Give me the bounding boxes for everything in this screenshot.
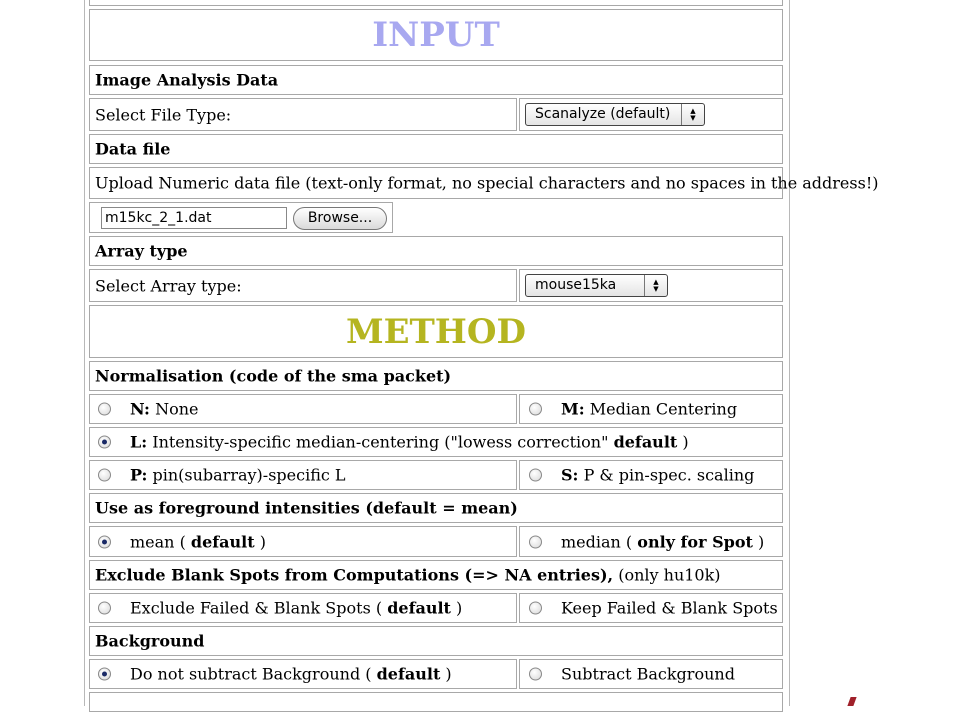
foreground-header-row [89,493,783,523]
exclude-header-bold: Exclude Blank Spots from Computations (=> NA entries), [95,565,614,585]
bg-opt1-label [130,665,452,684]
norm-s-radio[interactable] [529,469,542,482]
file-input-cell [89,202,393,233]
file-path-input[interactable] [101,207,287,229]
norm-n-cell [89,394,517,424]
norm-p-cell [89,460,517,490]
norm-m-key: M: [561,399,585,419]
exclude-header-note: (only hu10k) [618,565,721,585]
bottom-partial-row [89,692,783,712]
norm-s-text: P & pin-spec. scaling [583,465,755,485]
norm-p-key: P: [130,465,148,485]
array-type-header: Array type [95,241,188,261]
input-title-row [89,9,783,61]
bg-opt1-radio[interactable] [98,668,111,681]
fg-mean-cell [89,526,517,557]
norm-n-key: N: [130,399,150,419]
exclude-opt1-radio[interactable] [98,602,111,615]
browse-button[interactable]: Browse... [293,207,387,230]
norm-s-label [561,466,754,485]
array-type-value: mouse15ka [535,277,617,293]
bg-opt1-text-b: ) [445,664,452,684]
array-type-select[interactable] [525,274,668,297]
background-header: Background [95,631,205,651]
norm-l-text-a: Intensity-specific median-centering ("lowess correction" [152,432,609,452]
norm-n-radio[interactable] [98,403,111,416]
image-analysis-header-row [89,65,783,95]
background-header-row [89,626,783,656]
select-arrows-icon: ▲ ▼ [681,104,704,125]
norm-l-row [89,427,783,457]
array-type-label-cell [89,269,517,302]
file-type-label-cell [89,98,517,131]
bg-opt2-radio[interactable] [529,668,542,681]
norm-s-key: S: [561,465,579,485]
fg-mean-text-b: ) [259,532,266,551]
foreground-header: Use as foreground intensities (default = mean) [95,498,518,518]
norm-p-radio[interactable] [98,469,111,482]
exclude-opt1-default: default [387,598,451,618]
select-arrows-icon: ▲ ▼ [644,275,667,296]
exclude-opt1-text-a: Exclude Failed & Blank Spots ( [130,598,383,618]
file-type-select[interactable] [525,103,705,126]
norm-m-label [561,400,737,419]
fg-median-only-spot: only for Spot [637,532,753,551]
norm-l-text-b: ) [682,432,689,452]
normalisation-header: Normalisation (code of the sma packet) [95,366,452,386]
fg-median-radio[interactable] [529,535,542,548]
norm-p-text: pin(subarray)-specific L [152,465,346,485]
exclude-opt1-text-b: ) [456,598,463,618]
data-file-header-row [89,134,783,164]
array-type-label: Select Array type: [95,276,242,295]
bg-opt1-default: default [376,664,441,684]
fg-median-label [561,532,764,551]
exclude-opt1-cell [89,593,517,623]
bg-opt1-cell [89,659,517,689]
norm-p-label [130,466,346,485]
bg-opt1-text-a: Do not subtract Background ( [130,664,372,684]
normalisation-header-row [89,361,783,391]
data-file-header: Data file [95,139,171,159]
method-title: METHOD [345,311,527,352]
image-analysis-header: Image Analysis Data [95,70,279,90]
array-type-select-cell [519,269,783,302]
bg-opt2-cell [519,659,783,689]
fg-median-cell [519,526,783,557]
exclude-header-row [89,560,783,590]
norm-s-cell [519,460,783,490]
file-type-label: Select File Type: [95,105,232,124]
array-type-header-row [89,236,783,266]
file-type-value: Scanalyze (default) [535,106,671,122]
exclude-opt1-label [130,599,462,618]
top-partial-row [89,0,783,6]
norm-m-text: Median Centering [589,399,738,419]
fg-mean-default: default [190,532,255,551]
fg-mean-radio[interactable] [98,535,111,548]
corner-logo-fragment [847,697,856,706]
upload-label: Upload Numeric data file (text-only format, no special characters and no spaces in the address!) [95,173,879,193]
file-path-value: m15kc_2_1.dat [105,210,212,226]
norm-n-label [130,400,198,419]
norm-n-text: None [155,399,199,419]
input-title: INPUT [372,15,500,55]
norm-l-key: L: [130,432,148,452]
fg-mean-label [130,532,266,551]
exclude-opt2-cell [519,593,783,623]
exclude-opt2-radio[interactable] [529,602,542,615]
fg-mean-text-a: mean ( [130,532,186,551]
exclude-opt2-label: Keep Failed & Blank Spots [561,598,778,618]
norm-m-cell [519,394,783,424]
fg-median-text-a: median ( [561,532,633,551]
exclude-header [95,566,721,585]
upload-label-row [89,167,879,199]
norm-m-radio[interactable] [529,403,542,416]
file-type-select-cell [519,98,783,131]
method-title-row [89,305,783,358]
norm-l-label [130,433,689,452]
fg-median-text-b: ) [757,532,765,551]
norm-l-radio[interactable] [98,436,111,449]
norm-l-default: default [613,432,678,452]
bg-opt2-label: Subtract Background [561,664,735,684]
